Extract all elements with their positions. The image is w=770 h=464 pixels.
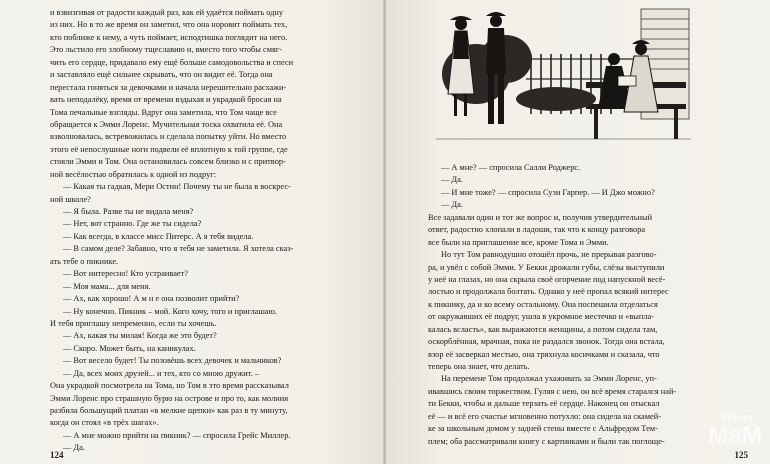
text-line: и заставляло ещё сильнее скрывать, что он видит её. Тогда она (50, 70, 273, 80)
left-page (0, 0, 384, 464)
text-line: — И мне тоже? — спросила Сузи Гарпер. — И Джо можно? (441, 187, 655, 197)
text-line: теперь она знает, что делать. (428, 362, 530, 371)
text-line: ной весёлостью обратилась к одной из подруг: (50, 169, 217, 179)
text-line: ти Бекки, чтобы и дальше терзать её сердце. Наконец он отыскал (428, 399, 660, 409)
text-line: Все задавали один и тот же вопрос и, получив утвердительный (428, 212, 653, 222)
text-line: ответ, радостно хлопали в ладоши, так что к концу разговора (428, 225, 646, 235)
text-line: калась всласть», как выражаются женщины, а потом сидела там, (428, 324, 658, 334)
left-page-number: 124 (50, 450, 64, 460)
text-line: — Вот интересно! Кто устраивает? (63, 269, 188, 279)
right-page (386, 0, 770, 464)
text-line: Но тут Том равнодушно отошёл прочь, не прерывая разгово- (441, 250, 657, 260)
text-line: Эмми Лоренс про страшную бурю на острове и про то, как молния (50, 393, 289, 403)
text-line: — А мне можно прийти на пикник? — спросила Грейс Миллер. (63, 430, 291, 440)
right-page-text (428, 162, 746, 448)
text-line: — Ах, какая ты милая! Когда же это будет? (63, 331, 217, 341)
text-line: Это льстило его злобному тщеславию и, вместо того чтобы смяг- (50, 45, 283, 55)
text-line: Тома печальные взгляды. Вдруг она заметила, что Том чаще все (50, 107, 277, 117)
engraving-illustration (436, 4, 691, 154)
left-page-text (50, 7, 376, 455)
text-line: — В самом деле? Забавно, что я тебя не заметила. Я хотела сказ- (63, 244, 294, 254)
text-line: оскорблённая, мрачная, пока не раздался звонок. Тогда она встала, (428, 337, 665, 347)
text-line: — Да. (441, 200, 463, 210)
text-line: ать тебе о пикнике. (50, 256, 119, 266)
text-line: и взвизгивая от радости каждый раз, как ей удаётся поймать одну (50, 8, 284, 17)
text-line: — Да. (441, 175, 463, 185)
text-line: — Моя мама... для меня. (63, 281, 151, 291)
text-line: — Как всегда, в классе мисс Питерс. А я тебя видела. (63, 231, 254, 241)
text-line: Она украдкой посмотрела на Тома, но Том в это время рассказывал (50, 381, 289, 391)
text-line: все были на приглашение все, кроме Тома и Эмми. (428, 237, 609, 247)
text-line: из них. Но в то же время он заметил, что она норовит поймать тех, (50, 20, 288, 30)
text-line: перестала гоняться за девочками и начала нерешительно расхажи- (50, 82, 287, 92)
text-line: — Я была. Разве ты не видала меня? (63, 207, 194, 216)
text-line: стояли Эмми и Том. Она остановилась совсем близко и с притвор- (50, 157, 286, 167)
text-line: — Да. (63, 443, 85, 453)
text-line: обращается к Эмми Лоренс. Мучительная тоска охватила её. Она (50, 119, 283, 129)
text-line: разбила большущий платан «в мелкие щепки» как раз в ту минуту, (50, 406, 288, 415)
text-line: к пикнику, да и ко всему остальному. Она поспешила отделаться (428, 299, 658, 309)
text-line: — Ах, как хорошо! А м н е она позволит прийти? (63, 294, 240, 304)
text-line: чить его сердце, придавало ему ещё больше самодовольства и спеси (50, 57, 294, 67)
text-line: когда он стоял «в трёх шагах». (50, 418, 159, 428)
text-line: плем; оба рассматривали книгу с картинками и были так поглоще- (428, 436, 665, 446)
watermark-small-text: Мама (720, 412, 754, 424)
text-line: — А мне? — спросила Салли Роджерс. (441, 163, 581, 172)
text-line: ной школе? (50, 194, 91, 204)
text-line: ке за школьным домом у задней стены вместе с Альфредом Тем- (428, 424, 658, 434)
text-line: — Да, всех моих друзей... и тех, кто со мною дружит. – (63, 368, 260, 378)
text-line: — Нет, вот странно. Где же ты сидела? (63, 219, 202, 229)
text-line: от окружавших её подруг, ушла в укромное местечко и «выпла- (428, 312, 655, 322)
text-line: её — и всё его счастье мгновенно потухло: она сидела на скамей- (428, 411, 661, 421)
text-line: кто поближе к нему, а чуть поймает, исподтишка поглядит на него. (50, 32, 288, 42)
right-page-number: 125 (734, 450, 748, 460)
watermark-logo-text: МаМ (708, 422, 762, 449)
text-line: — Ну конечно. Пикник – мой. Кого хочу, того и приглашаю. (63, 306, 277, 316)
text-line: лостью и продолжала болтать. Однако у неё пропал всякий интерес (428, 287, 669, 297)
text-line: взволновалась, встревожилась и сделала попытку уйти. Но вместо (50, 132, 287, 142)
text-line: у неё на глазах, но она скрыла своё огорчение под напускной весё- (428, 274, 666, 284)
text-line: ивавшись своим торжеством. Гуляя с нею, он всё время старался най- (428, 386, 677, 396)
text-line: — Скоро. Может быть, на каникулах. (63, 343, 196, 353)
text-line: ра, и увёл с собой Эмми. У Бекки дрожали губы, слёзы выступили (428, 262, 665, 272)
text-line: взор её засверкал местью, она тряхнула косичками и сказала, что (428, 349, 660, 359)
text-line: На перемене Том продолжал ухаживать за Эмми Лоренс, уп- (441, 374, 657, 384)
text-line: И тебя приглашу непременно, если ты хочешь. (50, 318, 217, 328)
text-line: — Какая ты гадкая, Мери Остин! Почему ты не была в воскрес- (63, 182, 291, 192)
text-line: — Вот весело будет! Ты позовёшь всех девочек и мальчиков? (63, 356, 282, 366)
text-line: этого её непослушные ноги подвели её вплотную к той группе, где (50, 144, 288, 154)
text-line: вать неподалёку, время от времени вздыхая и украдкой бросая на (50, 95, 282, 105)
